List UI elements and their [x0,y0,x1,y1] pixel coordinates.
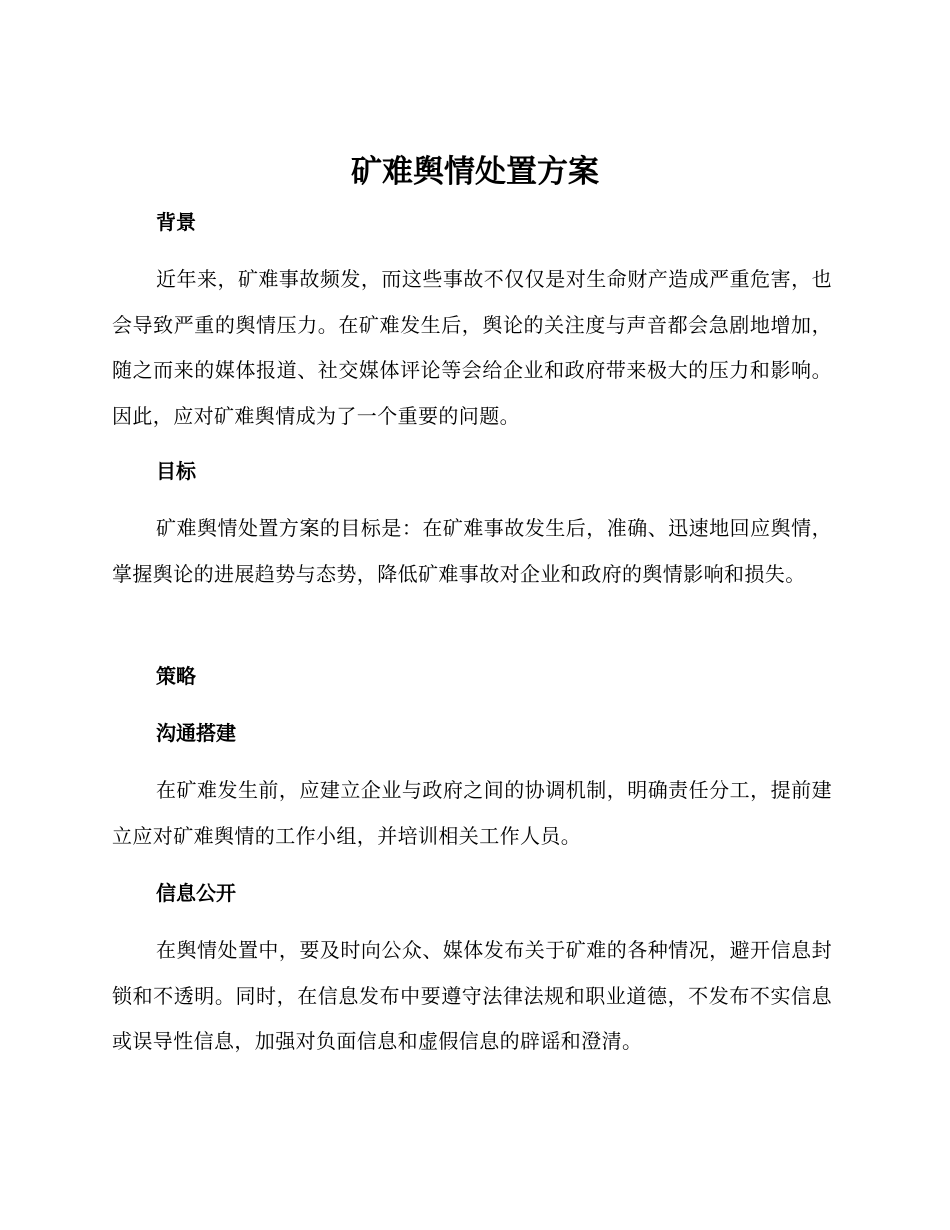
heading-strategy: 策略 [156,664,196,688]
paragraph-background: 近年来，矿难事故频发，而这些事故不仅仅是对生命财产造成严重危害，也会导致严重的舆情压力。在矿难发生后，舆论的关注度与声音都会急剧地增加，随之而来的媒体报道、社交媒体评论等会给企业和政府带来极大的压力和影响。因此，应对矿难舆情成为了一个重要的问题。 [112,267,832,428]
heading-communication: 沟通搭建 [156,721,236,745]
heading-disclosure: 信息公开 [156,881,236,905]
heading-goal: 目标 [156,459,196,483]
document-title: 矿难舆情处置方案 [351,154,599,190]
paragraph-goal: 矿难舆情处置方案的目标是：在矿难事故发生后，准确、迅速地回应舆情，掌握舆论的进展趋势与态势，降低矿难事故对企业和政府的舆情影响和损失。 [112,516,832,586]
paragraph-disclosure: 在舆情处置中，要及时向公众、媒体发布关于矿难的各种情况，避开信息封锁和不透明。同时，在信息发布中要遵守法律法规和职业道德，不发布不实信息或误导性信息，加强对负面信息和虚假信息的辟谣和澄清。 [112,938,832,1053]
paragraph-communication: 在矿难发生前，应建立企业与政府之间的协调机制，明确责任分工，提前建立应对矿难舆情的工作小组，并培训相关工作人员。 [112,778,832,848]
heading-background: 背景 [156,210,196,234]
